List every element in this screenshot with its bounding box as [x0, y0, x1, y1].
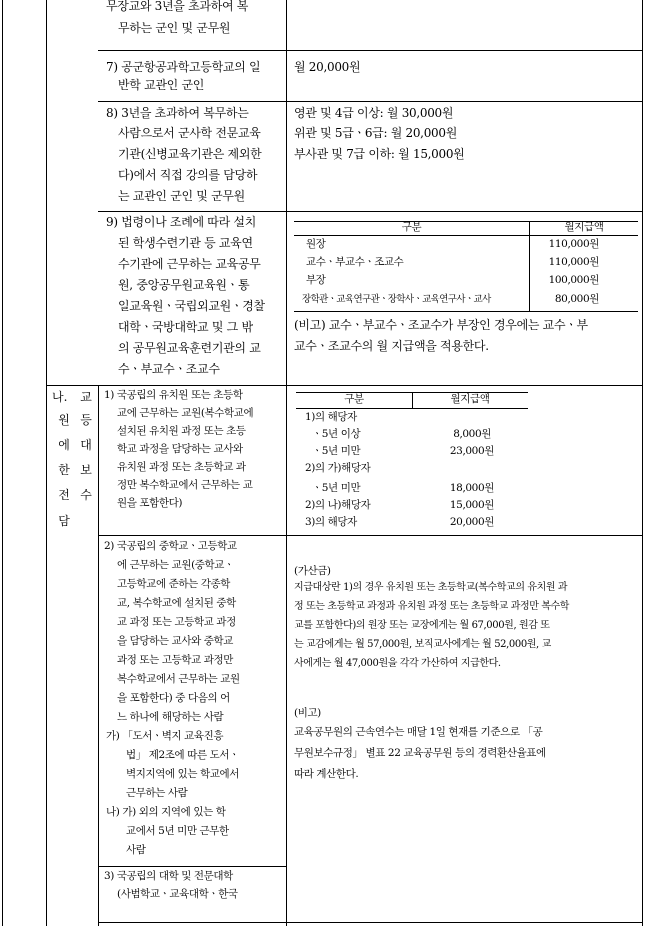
- category-char: 에: [58, 438, 70, 452]
- label-line: 무하는 군인 및 군무원: [118, 21, 231, 35]
- row-line-1: [98, 50, 643, 51]
- label-line: 설치된 유치원 과정 또는 초등: [117, 425, 246, 437]
- label-line: 대학ㆍ국방대학교 및 그 밖: [118, 320, 253, 334]
- sub-item-b-line: 사람: [126, 844, 146, 856]
- label-line: 교, 복수학교에 설치된 중학: [117, 597, 236, 609]
- note-line: (비고) 교수ㆍ부교수ㆍ조교수가 부장인 경우에는 교수ㆍ부: [294, 318, 588, 332]
- col-divider-category: [46, 0, 47, 926]
- table-cell-name: 원장: [306, 238, 326, 250]
- table-cell-amount: 18,000원: [449, 482, 494, 494]
- label-line: 수기관에 근무하는 교육공무: [118, 257, 261, 271]
- row-line-4: [46, 385, 643, 386]
- label-line: 7) 공군항공과학고등학교의 일: [106, 60, 261, 74]
- label-line: 느 하나에 해당하는 사람: [117, 711, 224, 723]
- label-line: 일교육원ㆍ국립외교원ㆍ경찰: [118, 299, 265, 313]
- category-char: 전: [58, 488, 70, 502]
- col-divider-category-2: [98, 385, 99, 926]
- sub-item-a-line: 벽지지역에 있는 학교에서: [126, 768, 240, 780]
- category-char: 담: [58, 514, 70, 528]
- category-char: 원: [58, 413, 70, 427]
- table-bottom-line: [296, 535, 528, 536]
- label-line: 교 과정 또는 고등학교 과정: [117, 616, 236, 628]
- category-char: 수: [80, 488, 92, 502]
- label-line: 원, 중앙공무원교육원ㆍ통: [118, 278, 250, 292]
- row-line-3: [98, 211, 643, 212]
- table-header-amount: 월지급액: [564, 221, 604, 233]
- bonus-title: (가산금): [294, 565, 331, 577]
- label-line: 된 학생수련기관 등 교육연: [118, 236, 253, 250]
- label-line: 유치원 과정 또는 초등학교 과: [117, 461, 246, 473]
- note-title: (비고): [294, 707, 321, 719]
- table-cell-name: ㆍ5년 이상: [312, 428, 361, 440]
- category-char: 나.: [52, 390, 68, 404]
- amount-text: 월 20,000원: [294, 60, 361, 74]
- bottom-line: [98, 922, 643, 923]
- label-line: 반학 교관인 군인: [118, 78, 205, 92]
- label-line: 사람으로서 군사학 전문교육: [118, 126, 261, 140]
- table-cell-name: 3)의 해당자: [305, 516, 357, 528]
- label-line: 1) 국공립의 유치원 또는 초등학: [104, 389, 243, 401]
- sub-item-b-line: 나) 가) 외의 지역에 있는 학: [106, 806, 226, 818]
- table-header-amount: 월지급액: [450, 393, 490, 405]
- amount-line: 위관 및 5급ㆍ6급: 월 20,000원: [294, 126, 457, 140]
- col-divider-label: [286, 0, 287, 926]
- note-line: 따라 계산한다.: [294, 768, 359, 780]
- label-line: 수ㆍ부교수ㆍ조교수: [118, 362, 220, 376]
- amount-line: 부사관 및 7급 이하: 월 15,000원: [294, 147, 465, 161]
- sub-item-a-line: 가) 「도서ㆍ벽지 교육진흥: [106, 730, 224, 742]
- label-line: 8) 3년을 초과하여 복무하는: [106, 106, 249, 120]
- table-cell-amount: 23,000원: [449, 445, 494, 457]
- outer-right-border: [642, 0, 643, 926]
- sub-item-b-line: 교에서 5년 미만 근무한: [126, 825, 229, 837]
- amount-line: 영관 및 4급 이상: 월 30,000원: [294, 106, 454, 120]
- table-cell-name: ㆍ5년 미만: [312, 445, 361, 457]
- outer-left-border: [2, 0, 3, 926]
- table-header-line: [296, 408, 528, 409]
- sub-item-a-line: 법」 제2조에 따른 도서ㆍ: [126, 749, 239, 761]
- table-cell-amount: 110,000원: [548, 256, 599, 268]
- table-cell-amount: 15,000원: [449, 499, 494, 511]
- note-line: 교육공무원의 근속연수는 매달 1일 현재를 기준으로 「공: [294, 726, 543, 738]
- table-cell-amount: 100,000원: [548, 274, 599, 286]
- table-cell-name: 1)의 해당자: [305, 411, 357, 423]
- category-char: 보: [80, 463, 92, 477]
- label-line: 는 교관인 군인 및 군무원: [118, 189, 245, 203]
- bonus-line: 사에게는 월 47,000원을 각각 가산하여 지급한다.: [294, 658, 501, 669]
- label-line: 정만 복수학교에서 근무하는 교: [117, 479, 253, 491]
- sub-item-a-line: 근무하는 사람: [126, 787, 188, 799]
- label-line: 다)에서 직접 강의를 담당하: [118, 168, 258, 182]
- note-line: 무원보수규정」 별표 22 교육공무원 등의 경력환산율표에: [294, 747, 546, 759]
- bonus-line: 지급대상란 1)의 경우 유치원 또는 초등학교(복수학교의 유치원 과: [294, 582, 568, 593]
- table-cell-name: ㆍ5년 미만: [312, 482, 361, 494]
- bonus-line: 는 교감에게는 월 57,000원, 보직교사에게는 월 52,000원, 교: [294, 639, 551, 650]
- label-line: 에 근무하는 교원(중학교ㆍ: [117, 559, 234, 571]
- label-line: 2) 국공립의 중학교ㆍ고등학교: [104, 540, 237, 552]
- table-cell-name: 교수ㆍ부교수ㆍ조교수: [306, 256, 404, 268]
- label-line: 의 공무원교육훈련기관의 교: [118, 341, 261, 355]
- table-cell-amount: 110,000원: [548, 238, 599, 250]
- row-line-2: [98, 101, 643, 102]
- label-line: 무장교와 3년을 초과하여 복: [106, 0, 249, 13]
- category-char: 한: [58, 463, 70, 477]
- label-line: 을 포함한다) 중 다음의 어: [117, 692, 230, 704]
- label-line: 교에 근무하는 교원(복수학교에: [117, 407, 254, 419]
- label-line: 기관(신병교육기관은 제외한: [118, 147, 262, 161]
- label-line: 과정 또는 고등학교 과정만: [117, 654, 233, 666]
- table-bottom-line: [294, 311, 638, 312]
- table-cell-name: 장학관ㆍ교육연구관ㆍ장학사ㆍ교육연구사ㆍ교사: [302, 294, 491, 305]
- label-line: 학교 과정을 담당하는 교사와: [117, 443, 243, 455]
- label-line: 고등학교에 준하는 각종학: [117, 578, 231, 590]
- category-char: 대: [80, 438, 92, 452]
- table-header-category: 구분: [401, 221, 422, 233]
- category-char: 교: [80, 390, 92, 404]
- category-char: 등: [80, 413, 92, 427]
- label-line: 원을 포함한다): [117, 497, 183, 509]
- table-cell-name: 2)의 나)해당자: [305, 499, 371, 511]
- bonus-line: 교를 포함한다)의 원장 또는 교장에게는 월 67,000원, 원감 또: [294, 620, 550, 631]
- label-line: 을 담당하는 교사와 중학교: [117, 635, 233, 647]
- bonus-line: 정 또는 초등학교 과정과 유치원 과정 또는 초등학교 과정만 복수학: [294, 601, 570, 612]
- table-cell-amount: 20,000원: [449, 516, 494, 528]
- table-cell-name: 2)의 가)해당자: [305, 462, 371, 474]
- label-line: 9) 법령이나 조례에 따라 설치: [106, 215, 256, 229]
- label-line: 3) 국공립의 대학 및 전문대학: [104, 870, 233, 882]
- table-header-category: 구분: [344, 393, 364, 405]
- table-header-line: [294, 235, 638, 236]
- row-line-6: [98, 866, 287, 867]
- table-cell-name: 부장: [306, 274, 326, 286]
- note-line: 교수ㆍ조교수의 월 지급액을 적용한다.: [294, 339, 489, 353]
- label-line: (사범학교ㆍ교육대학ㆍ한국: [117, 888, 238, 900]
- table-cell-amount: 80,000원: [554, 293, 599, 305]
- table-cell-amount: 8,000원: [453, 428, 491, 440]
- label-line: 복수학교에서 근무하는 교원: [117, 673, 240, 685]
